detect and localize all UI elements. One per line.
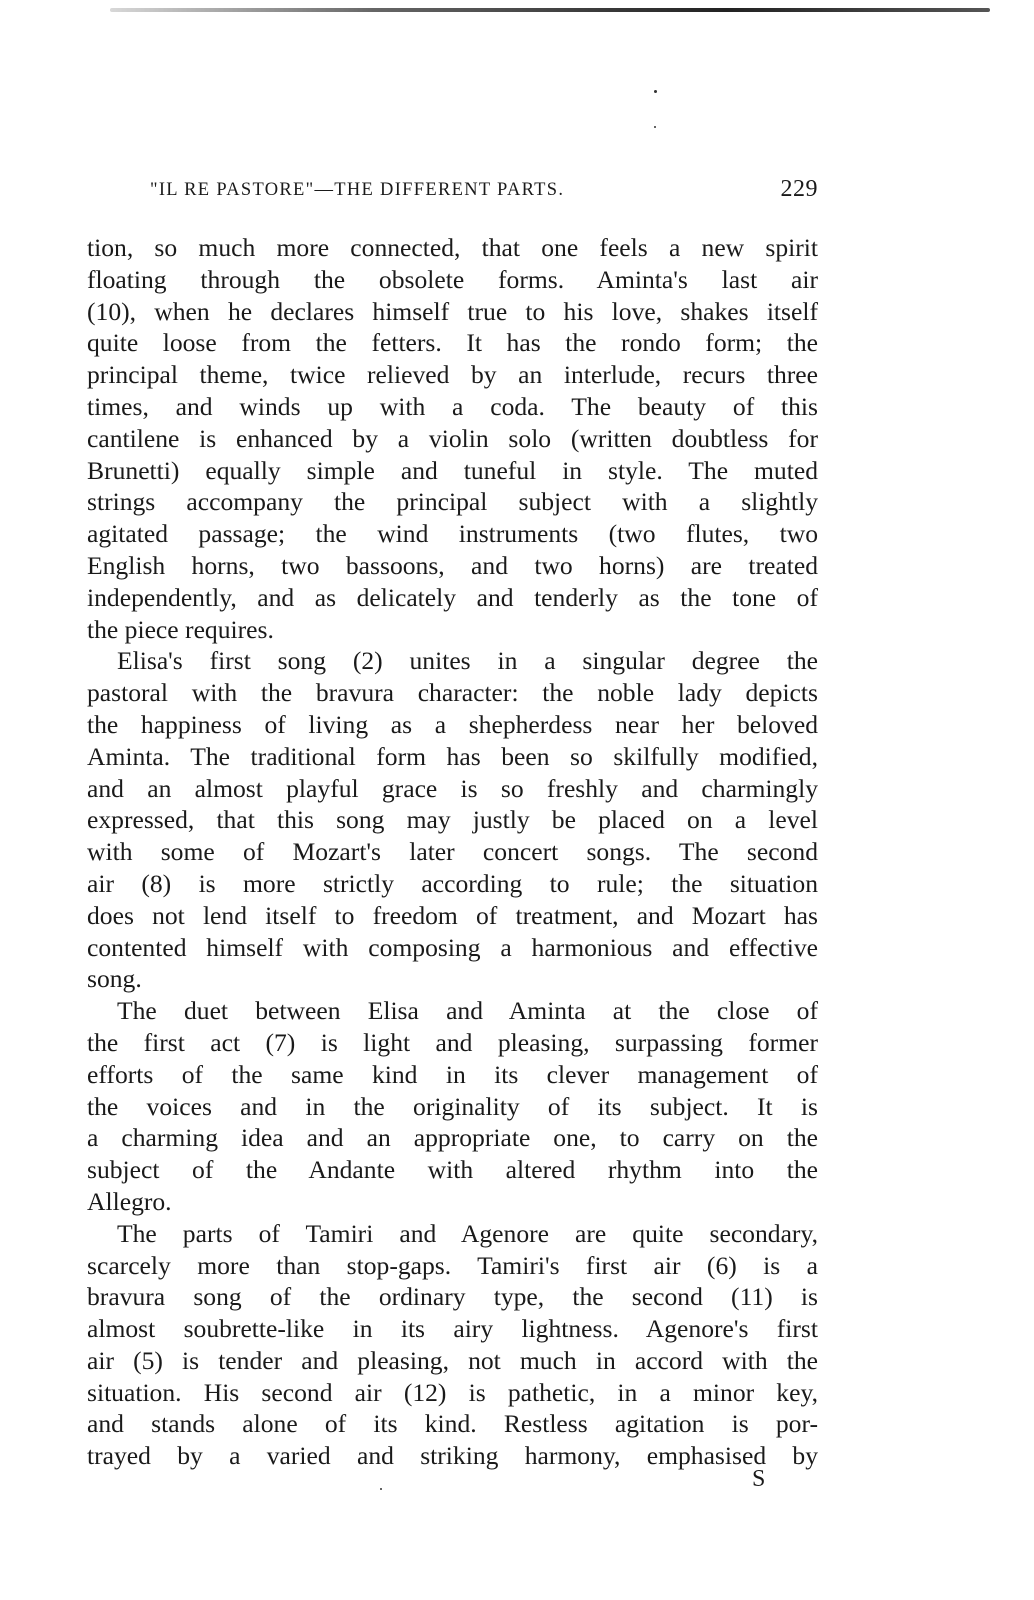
text-line: a charming idea and an appropriate one, to carry on the	[87, 1123, 818, 1153]
text-line: situation. His second air (12) is pathetic, in a minor key,	[87, 1377, 818, 1407]
text-line: trayed by a varied and striking harmony, emphasised by	[87, 1441, 818, 1471]
text-line: with some of Mozart's later concert songs. The second	[87, 837, 818, 867]
text-line: floating through the obsolete forms. Aminta's last air	[87, 264, 818, 294]
text-line: pastoral with the bravura character: the noble lady depicts	[87, 678, 818, 708]
text-line: and stands alone of its kind. Restless agitation is por-	[87, 1409, 818, 1439]
text-line: the voices and in the originality of its subject. It is	[87, 1091, 818, 1121]
text-line: subject of the Andante with altered rhythm into the	[87, 1155, 818, 1185]
body-text	[87, 232, 818, 1472]
text-line: cantilene is enhanced by a violin solo (written doubtless for	[87, 423, 818, 453]
text-line: Aminta. The traditional form has been so skilfully modified,	[87, 741, 818, 771]
text-line: expressed, that this song may justly be placed on a level	[87, 805, 818, 835]
text-line: English horns, two bassoons, and two horns) are treated	[87, 550, 818, 580]
text-line: the piece requires.	[87, 614, 274, 644]
text-line: the first act (7) is light and pleasing, surpassing former	[87, 1027, 818, 1057]
text-line: principal theme, twice relieved by an interlude, recurs three	[87, 360, 818, 390]
text-line: Allegro.	[87, 1186, 172, 1216]
print-speck	[380, 1488, 382, 1490]
text-line: strings accompany the principal subject with a slightly	[87, 487, 818, 517]
text-line: contented himself with composing a harmonious and effective	[87, 932, 818, 962]
text-line: independently, and as delicately and tenderly as the tone of	[87, 582, 818, 612]
text-line: The duet between Elisa and Aminta at the close of	[117, 996, 818, 1026]
print-speck	[654, 126, 656, 128]
top-edge-rule	[110, 8, 990, 12]
text-line: The parts of Tamiri and Agenore are quite secondary,	[117, 1218, 818, 1248]
text-line: the happiness of living as a shepherdess near her beloved	[87, 709, 818, 739]
text-line: does not lend itself to freedom of treatment, and Mozart has	[87, 900, 818, 930]
text-line: scarcely more than stop-gaps. Tamiri's first air (6) is a	[87, 1250, 818, 1280]
text-line: Brunetti) equally simple and tuneful in style. The muted	[87, 455, 818, 485]
text-line: song.	[87, 964, 142, 994]
text-line: (10), when he declares himself true to his love, shakes itself	[87, 296, 818, 326]
text-line: almost soubrette-like in its airy lightness. Agenore's first	[87, 1314, 818, 1344]
text-line: Elisa's first song (2) unites in a singular degree the	[117, 646, 818, 676]
text-line: agitated passage; the wind instruments (two flutes, two	[87, 519, 818, 549]
text-line: air (5) is tender and pleasing, not much in accord with the	[87, 1345, 818, 1375]
text-line: bravura song of the ordinary type, the second (11) is	[87, 1282, 818, 1312]
running-title: "IL RE PASTORE"—THE DIFFERENT PARTS.	[150, 180, 565, 200]
text-line: air (8) is more strictly according to rule; the situation	[87, 868, 818, 898]
page-number: 229	[780, 176, 818, 202]
signature-mark: S	[752, 1466, 766, 1492]
print-speck	[654, 90, 657, 93]
text-line: efforts of the same kind in its clever management of	[87, 1059, 818, 1089]
text-line: times, and winds up with a coda. The beauty of this	[87, 391, 818, 421]
text-line: tion, so much more connected, that one feels a new spirit	[87, 233, 818, 262]
page-header	[150, 176, 818, 206]
text-line: quite loose from the fetters. It has the rondo form; the	[87, 328, 818, 358]
text-line: and an almost playful grace is so freshly and charmingly	[87, 773, 818, 803]
